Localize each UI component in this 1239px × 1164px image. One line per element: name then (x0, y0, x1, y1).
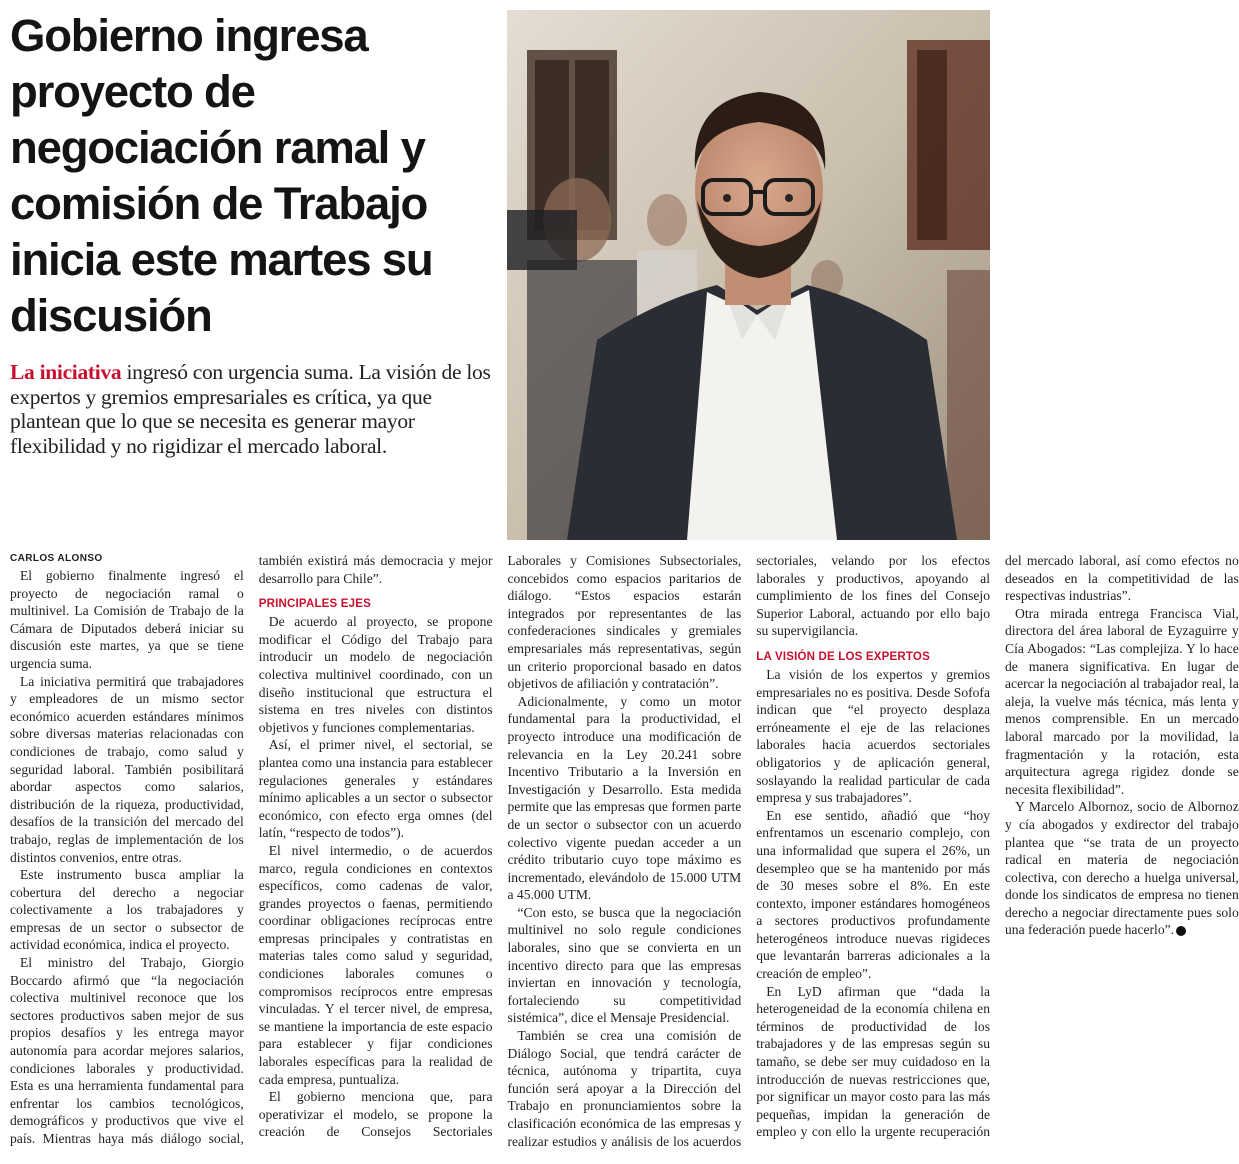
paragraph: En LyD afirman que “dada la heterogeneidad de la economía chilena en términos de productividad de los trabajadores y de las empresas según su tamaño, se debe ser muy cuidadoso en la introducción de nuevas restricciones que, por significar un mayor costo para las más pequeñas, impidan la generación de empleo y con ello la urgente recuperación del mercado laboral, así como efectos no deseados en la competitividad de las respectivas industrias”. (756, 553, 1239, 1140)
paragraph: Adicionalmente, y como un motor fundamental para la productividad, el proyecto introduce una modificación de relevancia en la Ley 20.241 sobre Incentivo Tributario a la Inversión en Investigación y Desarrollo. Esta medida permite que las empresas que formen parte de un sector o subsector con un acuerdo colectivo vigente puedan acceder a un crédito tributario cuyo tope máximo es incrementado, elevándolo de 15.000 UTM a 45.000 UTM. (507, 693, 742, 903)
paragraph: Así, el primer nivel, el sectorial, se plantea como una instancia para establecer regulaciones generales y estándares mínimo aplicables a un sector o subsector económico, con efecto erga omnes (del latín, “respecto de todos”). (258, 737, 493, 841)
subhead-principales-ejes: PRINCIPALES EJES (258, 598, 372, 611)
final-text: Y Marcelo Albornoz, socio de Albornoz y cía abogados y exdirector del trabajo plantea que “se trata de un proyecto radical en materia de negociación colectiva, con derecho a huelga universal, donde los sindicatos de empresa no tienen derecho a negociar directamente pues solo una federación puede hacerlo”. (1005, 799, 1239, 938)
paragraph: La visión de los expertos y gremios empresariales no es positiva. Desde Sofofa indican que “el proyecto desplaza erróneamente el eje de las relaciones laborales hacia acuerdos sectoriales obligatorios y de aplicación general, soslayando la realidad particular de cada empresa y sus trabajadores”. (756, 666, 990, 806)
headline: Gobierno ingresa proyecto de negociación ramal y comisión de Trabajo inicia este martes su discusión (10, 10, 433, 341)
paragraph: También se crea una comisión de Diálogo Social, que tendrá carácter de técnica, autónoma y tripartita, cuya función será apoyar a la Dirección del Trabajo en pronunciamientos sobre la clasificación económica de las empresas y realizar estudios y análisis de los acuerdos sectoriales, velando por los efectos laborales y productivos, apoyando al cumplimiento de los fines del Consejo Superior Laboral, actuando por ello bajo su supervigilancia. (507, 553, 990, 1149)
lede (10, 360, 496, 458)
paragraph: La iniciativa permitirá que trabajadores y empleadores de un mismo sector económico acuerden estándares mínimos sobre diversas materias relacionadas con condiciones de trabajo, como salud y seguridad laboral. También posibilitará abordar aspectos como salarios, distribución de la riqueza, productividad, desafíos de la transición del mercado del trabajo, reglas de implementación de los distintos convenios, entre otras. (10, 673, 244, 865)
subhead-vision-expertos: LA VISIÓN DE LOS EXPERTOS (756, 650, 930, 663)
paragraph: “Con esto, se busca que la negociación multinivel no solo regule condiciones laborales, sino que se convierta en un incentivo directo para que las empresas inviertan en innovación y tecnología, fortaleciendo su competitividad sistémica”, dice el Mensaje Presidencial. (507, 904, 742, 1026)
lede-text: ingresó con urgencia suma. La visión de los expertos y gremios empresariales es crítica, ya que plantean que lo que se necesita es generar mayor flexibilidad y no rigidizar el mercado laboral. (10, 360, 491, 458)
paragraph: El gobierno finalmente ingresó el proyecto de negociación ramal o multinivel. La Comisión de Trabajo de la Cámara de Diputados deberá iniciar su discusión este martes, ya que se tiene urgencia suma. (10, 568, 244, 671)
paragraph: De acuerdo al proyecto, se propone modificar el Código del Trabajo para introducir un modelo de negociación colectiva multinivel coordinado, con un diseño institucional que estructura el sistema en tres niveles con distintos objetivos y funciones complementarias. (258, 614, 493, 735)
portrait-illustration (507, 10, 990, 540)
article-body (10, 552, 1239, 1156)
paragraph: Este instrumento busca ampliar la cobertura del derecho a negociar colectivamente a los trabajadores y empresas de un sector o subsector de actividad económica, indica el proyecto. (10, 867, 244, 953)
end-mark-icon: P (1176, 926, 1186, 936)
paragraph: El gobierno menciona que, para operativizar el modelo, se propone la creación de Consejos Sectoriales Laborales y Comisiones Subsectoriales, concebidos como espacios paritarios de diálogo. “Estos espacios estarán integrados por representantes de las confederaciones sindicales y gremiales empresariales más representativas, según un criterio proporcional basado en datos objetivos de afiliación y contratación”. (258, 553, 742, 1140)
lede-kicker: La iniciativa (10, 360, 122, 384)
paragraph: El ministro del Trabajo, Giorgio Boccardo afirmó que “la negociación colectiva multinivel reconoce que los sectores productivos saben mejor de sus propios desafíos y les entrega mayor autonomía para acordar mejores salarios, condiciones laborales y productividad. Esta es una herramienta fundamental para enfrentar los cambios tecnológicos, demográficos y productivos que vive el país. Mientras haya más diálogo social, también existirá más democracia y mejor desarrollo para Chile”. (10, 553, 493, 1146)
paragraph-final (1005, 798, 1239, 939)
paragraph: En ese sentido, añadió que “hoy enfrentamos un escenario complejo, con una informalidad que supera el 26%, un desempleo que se ha mantenido por más de 30 meses sobre el 8%. En este contexto, imponer estándares homogéneos a sectores productivos profundamente heterogéneos introduce nuevas rigideces que levantarán barreras adicionales a la creación de empleo”. (756, 807, 990, 982)
news-photo (507, 10, 990, 540)
paragraph: Otra mirada entrega Francisca Vial, directora del área laboral de Eyzaguirre y Cía Abogados: “Las complejiza. Y lo hace de manera significativa. En lugar de acercar la negociación al trabajador real, la aleja, la vuelve más técnica, más lenta y menos comprensible. En un mercado laboral marcado por la movilidad, la fragmentación y la rotación, esta arquitectura agrega rigidez donde se necesita flexibilidad”. (1005, 605, 1239, 797)
paragraph: El nivel intermedio, o de acuerdos marco, regula condiciones en contextos específicos, como cadenas de valor, grandes proyectos o faenas, permitiendo coordinar obligaciones recíprocas entre empresas principales y contratistas en materias tales como salud y seguridad, condiciones laborales comunes o compromisos recíprocos entre empresas vinculadas. Y el tercer nivel, de empresa, se mantiene la importancia de este espacio para establecer y fijar condiciones laborales específicas para la realidad de cada empresa, puntualiza. (258, 842, 493, 1087)
byline: CARLOS ALONSO (10, 553, 103, 564)
